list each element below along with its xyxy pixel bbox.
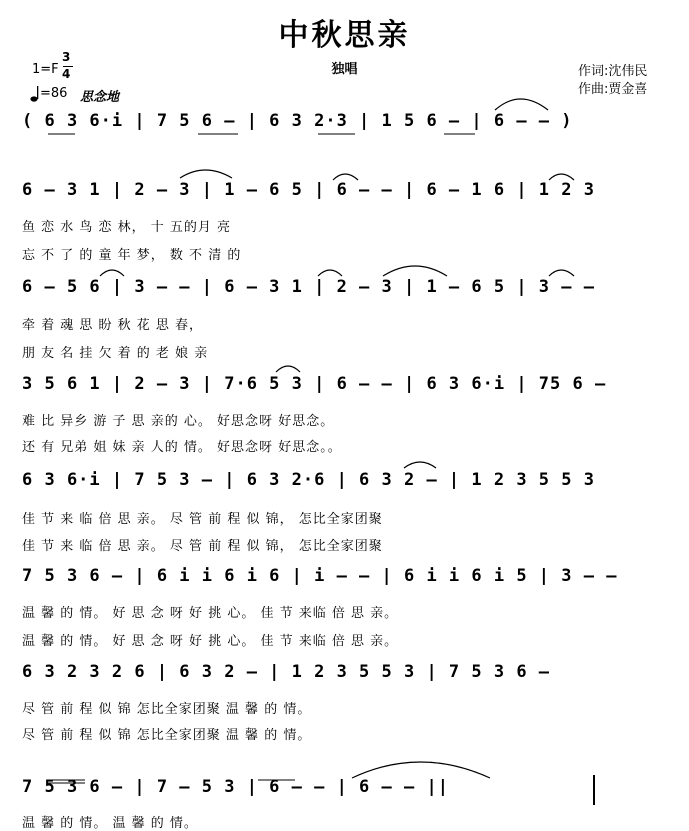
lyric-line-3-verse-1: 牵 着 魂 思 盼 秋 花 思 春， <box>22 318 204 333</box>
tempo-marking: =86 <box>40 86 68 101</box>
lyric-line-7-verse-1: 尽 管 前 程 似 锦 怎比全家团聚 温 馨 的 情。 <box>22 702 312 717</box>
performance-type: 独唱 <box>331 62 358 77</box>
expression-marking: 思念地 <box>80 90 120 105</box>
composer-credit: 作曲:贾金喜 <box>578 82 648 97</box>
lyric-line-2-verse-2: 忘 不 了 的 童 年 梦， 数 不 清 的 <box>22 248 242 263</box>
lyric-line-6-verse-2: 温 馨 的 情。 好 思 念 呀 好 挑 心。 佳 节 来临 倍 思 亲。 <box>22 634 399 649</box>
lyric-line-3-verse-2: 朋 友 名 挂 欠 着 的 老 娘 亲 <box>22 346 209 361</box>
slur-arc <box>180 170 232 178</box>
slur-arc <box>276 366 300 372</box>
slur-arc <box>100 270 124 276</box>
lyric-line-7-verse-2: 尽 管 前 程 似 锦 怎比全家团聚 温 馨 的 情。 <box>22 728 312 743</box>
slur-arc <box>549 270 574 276</box>
lyric-line-5-verse-1: 佳 节 来 临 倍 思 亲。 尽 管 前 程 似 锦， 怎比全家团聚 <box>22 512 383 527</box>
lyric-line-2-verse-1: 鱼 恋 水 鸟 恋 林， 十 五的月 亮 <box>22 220 232 235</box>
music-line-5: 6 3 6·i | 7 5 3 – | 6 3 2·6 | 6 3 2 – | 1 2 3 5 5 3 <box>22 470 595 490</box>
lyric-line-4-verse-2: 还 有 兄弟 姐 妹 亲 人的 情。 好思念呀 好思念。。 <box>22 440 342 455</box>
music-line-2: 6 – 3 1 | 2 – 3 | 1 – 6 5 | 6 – – | 6 – 1 6 | 1 2 3 <box>22 180 595 200</box>
music-line-8: 7 5 3 6 – | 7 – 5 3 | 6 – – | 6 – – || <box>22 777 449 797</box>
slur-arc <box>352 762 490 778</box>
time-signature-bottom: 4 <box>62 67 71 81</box>
lyric-line-4-verse-1: 难 比 异乡 游 子 思 亲的 心。 好思念呀 好思念。 <box>22 414 335 429</box>
lyric-line-5-verse-2: 佳 节 来 临 倍 思 亲。 尽 管 前 程 似 锦， 怎比全家团聚 <box>22 539 383 554</box>
slur-arc <box>404 462 436 468</box>
slur-arc <box>383 266 447 276</box>
music-line-7: 6 3 2 3 2 6 | 6 3 2 – | 1 2 3 5 5 3 | 7 5 3 6 – <box>22 662 551 682</box>
slur-arc <box>318 270 342 276</box>
key-signature: 1=F <box>32 62 59 77</box>
music-line-6: 7 5 3 6 – | 6 i i 6 i 6 | i – – | 6 i i 6 i 5 | 3 – – <box>22 566 618 586</box>
music-line-3: 6 – 5 6 | 3 – – | 6 – 3 1 | 2 – 3 | 1 – 6 5 | 3 – – <box>22 277 595 297</box>
lyric-line-8-verse-1: 温 馨 的 情。 温 馨 的 情。 <box>22 816 198 831</box>
slur-arc <box>333 174 358 180</box>
music-line-1: ( 6 3 6·i | 7 5 6 – | 6 3 2·3 | 1 5 6 – | 6 – – ) <box>22 111 573 131</box>
slur-arc <box>549 174 574 180</box>
music-line-4: 3 5 6 1 | 2 – 3 | 7·6 5 3 | 6 – – | 6 3 6·i | 75 6 – <box>22 374 607 394</box>
slur-arc <box>495 99 548 110</box>
time-signature-top: 3 <box>62 50 71 64</box>
lyric-line-6-verse-1: 温 馨 的 情。 好 思 念 呀 好 挑 心。 佳 节 来临 倍 思 亲。 <box>22 606 399 621</box>
lyricist-credit: 作词:沈伟民 <box>578 64 648 79</box>
song-title: 中秋思亲 <box>278 18 411 53</box>
